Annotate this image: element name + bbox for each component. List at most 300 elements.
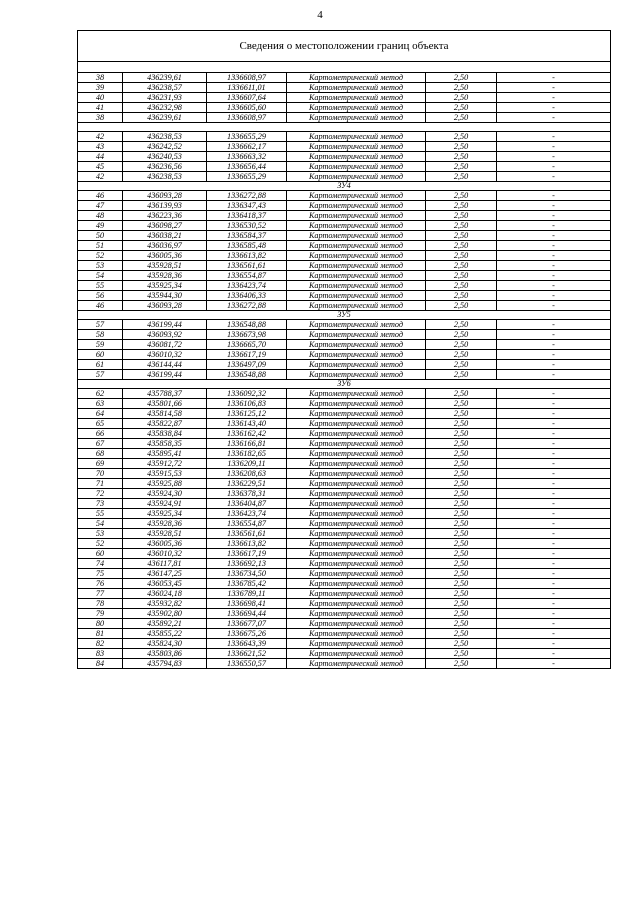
accuracy-value: 2,50 [426,172,497,182]
description-cell: - [497,629,611,639]
point-number: 59 [78,340,123,350]
coordinate-y: 1336692,13 [207,559,287,569]
accuracy-value: 2,50 [426,271,497,281]
table-row [78,479,611,489]
accuracy-value: 2,50 [426,370,497,380]
coordinate-y: 1336584,37 [207,231,287,241]
coordinate-y: 1336662,17 [207,142,287,152]
coordinate-y: 1336548,88 [207,320,287,330]
parcel-header-row [78,311,611,320]
point-number: 38 [78,73,123,83]
determination-method: Картометрический метод [287,579,426,589]
determination-method: Картометрический метод [287,201,426,211]
table-row [78,162,611,172]
point-number: 58 [78,330,123,340]
description-cell: - [497,340,611,350]
point-number: 53 [78,261,123,271]
point-number: 46 [78,301,123,311]
table-row [78,619,611,629]
coordinate-y: 1336663,32 [207,152,287,162]
description-cell: - [497,549,611,559]
accuracy-value: 2,50 [426,539,497,549]
description-cell: - [497,599,611,609]
coordinate-x: 436242,52 [123,142,207,152]
point-number: 74 [78,559,123,569]
coordinate-x: 436239,61 [123,113,207,123]
description-cell: - [497,172,611,182]
determination-method: Картометрический метод [287,429,426,439]
coordinate-y: 1336655,29 [207,172,287,182]
description-cell: - [497,429,611,439]
accuracy-value: 2,50 [426,389,497,399]
coordinate-x: 436240,53 [123,152,207,162]
determination-method: Картометрический метод [287,649,426,659]
coordinate-x: 436081,72 [123,340,207,350]
coordinate-x: 435814,58 [123,409,207,419]
coordinate-y: 1336561,61 [207,529,287,539]
accuracy-value: 2,50 [426,409,497,419]
accuracy-value: 2,50 [426,340,497,350]
table-row [78,429,611,439]
coordinate-x: 435822,87 [123,419,207,429]
determination-method: Картометрический метод [287,639,426,649]
coordinate-y: 1336694,44 [207,609,287,619]
point-number: 42 [78,172,123,182]
coordinate-x: 435794,83 [123,659,207,669]
point-number: 84 [78,659,123,669]
coordinate-y: 1336229,51 [207,479,287,489]
determination-method: Картометрический метод [287,519,426,529]
coordinate-x: 436053,45 [123,579,207,589]
determination-method: Картометрический метод [287,152,426,162]
table-row [78,301,611,311]
table-row [78,629,611,639]
determination-method: Картометрический метод [287,449,426,459]
coordinate-y: 1336789,11 [207,589,287,599]
accuracy-value: 2,50 [426,83,497,93]
point-number: 56 [78,291,123,301]
determination-method: Картометрический метод [287,231,426,241]
accuracy-value: 2,50 [426,619,497,629]
determination-method: Картометрический метод [287,659,426,669]
coordinate-x: 436024,18 [123,589,207,599]
coordinate-x: 436239,61 [123,73,207,83]
description-cell: - [497,152,611,162]
table-row [78,659,611,669]
point-number: 44 [78,152,123,162]
coordinate-y: 1336607,64 [207,93,287,103]
coordinate-x: 435892,21 [123,619,207,629]
description-cell: - [497,241,611,251]
description-cell: - [497,409,611,419]
coordinate-y: 1336665,70 [207,340,287,350]
point-number: 64 [78,409,123,419]
accuracy-value: 2,50 [426,529,497,539]
table-row [78,261,611,271]
table-row [78,399,611,409]
determination-method: Картометрический метод [287,113,426,123]
determination-method: Картометрический метод [287,172,426,182]
description-cell: - [497,499,611,509]
description-cell: - [497,211,611,221]
determination-method: Картометрический метод [287,221,426,231]
point-number: 68 [78,449,123,459]
point-number: 48 [78,211,123,221]
determination-method: Картометрический метод [287,549,426,559]
determination-method: Картометрический метод [287,83,426,93]
description-cell: - [497,73,611,83]
coordinate-y: 1336423,74 [207,281,287,291]
point-number: 46 [78,191,123,201]
determination-method: Картометрический метод [287,261,426,271]
description-cell: - [497,559,611,569]
accuracy-value: 2,50 [426,519,497,529]
accuracy-value: 2,50 [426,201,497,211]
description-cell: - [497,201,611,211]
table-row [78,469,611,479]
coordinate-y: 1336608,97 [207,113,287,123]
description-cell: - [497,509,611,519]
accuracy-value: 2,50 [426,439,497,449]
point-number: 81 [78,629,123,639]
table-row [78,609,611,619]
accuracy-value: 2,50 [426,231,497,241]
coordinate-x: 435924,91 [123,499,207,509]
accuracy-value: 2,50 [426,320,497,330]
point-number: 73 [78,499,123,509]
determination-method: Картометрический метод [287,162,426,172]
point-number: 80 [78,619,123,629]
coordinate-x: 435895,41 [123,449,207,459]
description-cell: - [497,281,611,291]
table-row [78,330,611,340]
description-cell: - [497,529,611,539]
coordinate-x: 436010,32 [123,350,207,360]
coordinate-x: 435928,51 [123,261,207,271]
table-row [78,499,611,509]
accuracy-value: 2,50 [426,559,497,569]
determination-method: Картометрический метод [287,93,426,103]
determination-method: Картометрический метод [287,320,426,330]
coordinate-x: 435928,36 [123,271,207,281]
determination-method: Картометрический метод [287,350,426,360]
description-cell: - [497,449,611,459]
determination-method: Картометрический метод [287,409,426,419]
accuracy-value: 2,50 [426,629,497,639]
accuracy-value: 2,50 [426,659,497,669]
point-number: 78 [78,599,123,609]
point-number: 61 [78,360,123,370]
description-cell: - [497,261,611,271]
point-number: 60 [78,350,123,360]
description-cell: - [497,221,611,231]
coordinate-y: 1336656,44 [207,162,287,172]
boundary-coordinates-table-frame [77,30,610,669]
accuracy-value: 2,50 [426,73,497,83]
coordinate-y: 1336143,40 [207,419,287,429]
determination-method: Картометрический метод [287,529,426,539]
coordinate-y: 1336785,42 [207,579,287,589]
point-number: 69 [78,459,123,469]
determination-method: Картометрический метод [287,459,426,469]
coordinate-y: 1336675,26 [207,629,287,639]
separator-cell [78,123,611,132]
accuracy-value: 2,50 [426,449,497,459]
coordinate-y: 1336617,19 [207,350,287,360]
accuracy-value: 2,50 [426,241,497,251]
coordinate-x: 436093,28 [123,191,207,201]
point-number: 54 [78,519,123,529]
accuracy-value: 2,50 [426,549,497,559]
coordinate-y: 1336404,87 [207,499,287,509]
coordinate-x: 436036,97 [123,241,207,251]
point-number: 70 [78,469,123,479]
coordinate-x: 435824,30 [123,639,207,649]
description-cell: - [497,360,611,370]
coordinate-y: 1336497,09 [207,360,287,370]
point-number: 82 [78,639,123,649]
table-row [78,549,611,559]
point-number: 72 [78,489,123,499]
table-row [78,291,611,301]
coordinate-x: 435925,34 [123,509,207,519]
coordinate-y: 1336643,39 [207,639,287,649]
description-cell: - [497,489,611,499]
point-number: 57 [78,370,123,380]
coordinate-y: 1336734,50 [207,569,287,579]
table-row [78,142,611,152]
coordinate-y: 1336272,88 [207,301,287,311]
point-number: 41 [78,103,123,113]
accuracy-value: 2,50 [426,191,497,201]
description-cell: - [497,649,611,659]
description-cell: - [497,639,611,649]
point-number: 47 [78,201,123,211]
accuracy-value: 2,50 [426,103,497,113]
description-cell: - [497,539,611,549]
accuracy-value: 2,50 [426,599,497,609]
accuracy-value: 2,50 [426,429,497,439]
table-row [78,589,611,599]
determination-method: Картометрический метод [287,191,426,201]
point-number: 66 [78,429,123,439]
coordinate-y: 1336272,88 [207,191,287,201]
determination-method: Картометрический метод [287,499,426,509]
accuracy-value: 2,50 [426,142,497,152]
accuracy-value: 2,50 [426,281,497,291]
description-cell: - [497,330,611,340]
table-row [78,519,611,529]
description-cell: - [497,659,611,669]
coordinate-y: 1336561,61 [207,261,287,271]
determination-method: Картометрический метод [287,439,426,449]
coordinate-x: 436093,92 [123,330,207,340]
accuracy-value: 2,50 [426,569,497,579]
description-cell: - [497,271,611,281]
coordinate-y: 1336554,87 [207,519,287,529]
coordinate-y: 1336550,57 [207,659,287,669]
table-row [78,360,611,370]
coordinate-y: 1336423,74 [207,509,287,519]
table-row [78,509,611,519]
coordinate-x: 436199,44 [123,320,207,330]
table-row [78,152,611,162]
point-number: 55 [78,281,123,291]
parcel-label: ЗУ6 [78,380,611,389]
description-cell: - [497,93,611,103]
determination-method: Картометрический метод [287,241,426,251]
description-cell: - [497,619,611,629]
determination-method: Картометрический метод [287,399,426,409]
coordinate-y: 1336106,83 [207,399,287,409]
coordinate-x: 436236,56 [123,162,207,172]
determination-method: Картометрический метод [287,569,426,579]
coordinate-x: 436232,98 [123,103,207,113]
table-row [78,73,611,83]
description-cell: - [497,113,611,123]
determination-method: Картометрический метод [287,559,426,569]
determination-method: Картометрический метод [287,589,426,599]
coordinate-x: 436238,57 [123,83,207,93]
description-cell: - [497,162,611,172]
description-cell: - [497,83,611,93]
determination-method: Картометрический метод [287,271,426,281]
accuracy-value: 2,50 [426,132,497,142]
coordinate-x: 436005,36 [123,251,207,261]
description-cell: - [497,399,611,409]
accuracy-value: 2,50 [426,489,497,499]
table-row [78,191,611,201]
table-row [78,649,611,659]
description-cell: - [497,251,611,261]
description-cell: - [497,569,611,579]
accuracy-value: 2,50 [426,93,497,103]
point-number: 60 [78,549,123,559]
coordinate-x: 436139,93 [123,201,207,211]
parcel-header-row [78,380,611,389]
coordinate-x: 436144,44 [123,360,207,370]
coordinate-x: 436093,28 [123,301,207,311]
coordinate-x: 435801,66 [123,399,207,409]
accuracy-value: 2,50 [426,459,497,469]
coordinate-x: 435912,72 [123,459,207,469]
parcel-label: ЗУ5 [78,311,611,320]
point-number: 43 [78,142,123,152]
coordinate-y: 1336406,33 [207,291,287,301]
determination-method: Картометрический метод [287,469,426,479]
determination-method: Картометрический метод [287,360,426,370]
accuracy-value: 2,50 [426,419,497,429]
description-cell: - [497,132,611,142]
determination-method: Картометрический метод [287,291,426,301]
determination-method: Картометрический метод [287,509,426,519]
determination-method: Картометрический метод [287,629,426,639]
group-separator-row [78,123,611,132]
accuracy-value: 2,50 [426,579,497,589]
coordinate-y: 1336605,60 [207,103,287,113]
coordinate-y: 1336617,19 [207,549,287,559]
table-row [78,271,611,281]
point-number: 45 [78,162,123,172]
table-row [78,569,611,579]
coordinate-y: 1336418,37 [207,211,287,221]
coordinate-y: 1336613,82 [207,251,287,261]
point-number: 52 [78,539,123,549]
table-row [78,529,611,539]
description-cell: - [497,142,611,152]
coordinate-y: 1336530,52 [207,221,287,231]
coordinate-y: 1336166,81 [207,439,287,449]
point-number: 79 [78,609,123,619]
description-cell: - [497,519,611,529]
coordinate-x: 435855,22 [123,629,207,639]
coordinate-x: 435924,30 [123,489,207,499]
point-number: 55 [78,509,123,519]
table-row [78,172,611,182]
coordinate-y: 1336092,32 [207,389,287,399]
coordinate-y: 1336673,98 [207,330,287,340]
coordinate-x: 436199,44 [123,370,207,380]
table-row [78,320,611,330]
determination-method: Картометрический метод [287,619,426,629]
description-cell: - [497,459,611,469]
table-row [78,459,611,469]
table-row [78,211,611,221]
table-row [78,103,611,113]
point-number: 51 [78,241,123,251]
table-row [78,93,611,103]
coordinate-y: 1336162,42 [207,429,287,439]
point-number: 57 [78,320,123,330]
table-row [78,639,611,649]
coordinate-y: 1336677,07 [207,619,287,629]
determination-method: Картометрический метод [287,73,426,83]
table-row [78,241,611,251]
determination-method: Картометрический метод [287,103,426,113]
point-number: 40 [78,93,123,103]
table-row [78,449,611,459]
determination-method: Картометрический метод [287,479,426,489]
table-row [78,539,611,549]
determination-method: Картометрический метод [287,389,426,399]
description-cell: - [497,320,611,330]
determination-method: Картометрический метод [287,489,426,499]
description-cell: - [497,389,611,399]
coordinate-y: 1336621,52 [207,649,287,659]
description-cell: - [497,439,611,449]
description-cell: - [497,579,611,589]
table-row [78,201,611,211]
description-cell: - [497,350,611,360]
table-row [78,409,611,419]
point-number: 65 [78,419,123,429]
point-number: 50 [78,231,123,241]
coordinate-x: 436098,27 [123,221,207,231]
table-row [78,439,611,449]
point-number: 63 [78,399,123,409]
determination-method: Картометрический метод [287,211,426,221]
coordinate-x: 436238,53 [123,172,207,182]
coordinate-y: 1336125,12 [207,409,287,419]
table-row [78,113,611,123]
accuracy-value: 2,50 [426,221,497,231]
coordinate-x: 435915,53 [123,469,207,479]
accuracy-value: 2,50 [426,211,497,221]
accuracy-value: 2,50 [426,499,497,509]
description-cell: - [497,419,611,429]
accuracy-value: 2,50 [426,162,497,172]
coordinate-y: 1336655,29 [207,132,287,142]
